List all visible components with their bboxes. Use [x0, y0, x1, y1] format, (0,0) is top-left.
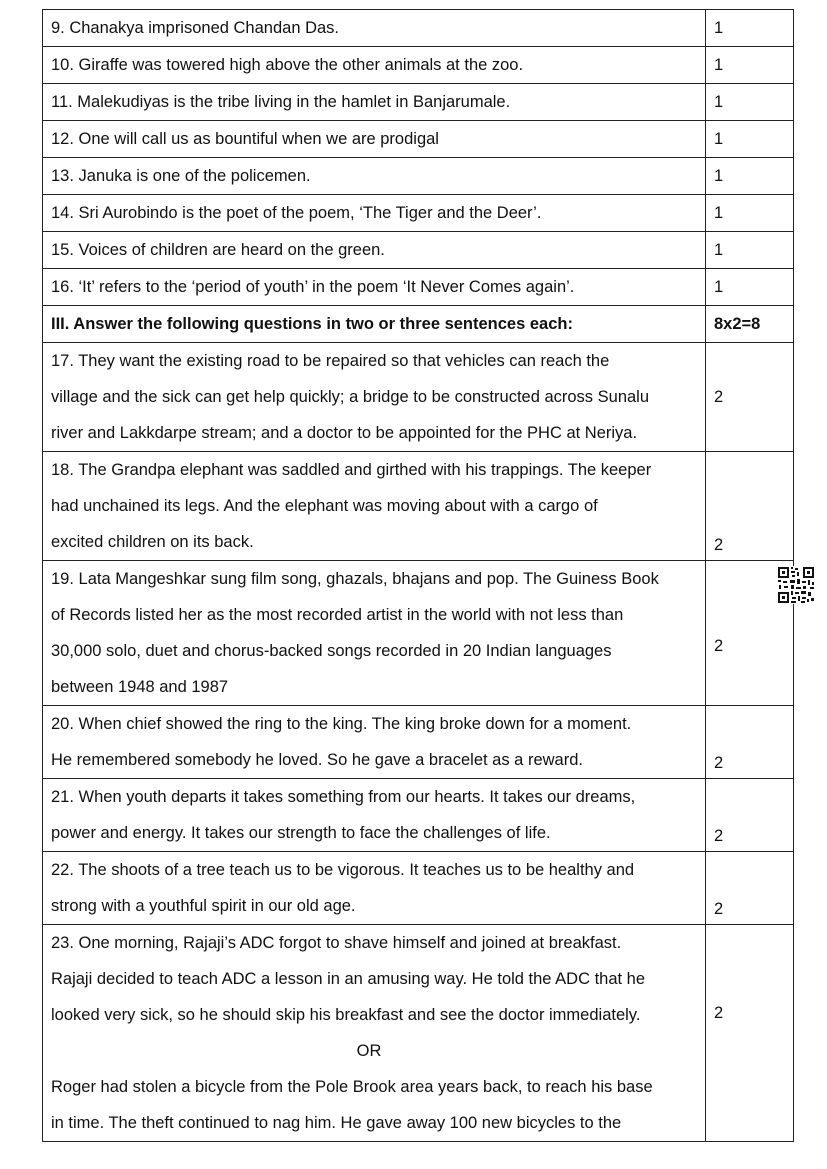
qr-code-icon	[777, 566, 815, 604]
answer-text: 10. Giraffe was towered high above the other animals at the zoo.	[43, 47, 706, 84]
section-marks: 8x2=8	[706, 306, 794, 343]
answer-text: 12. One will call us as bountiful when we are prodigal	[43, 121, 706, 158]
answer-text: 16. ‘It’ refers to the ‘period of youth’ in the poem ‘It Never Comes again’.	[43, 269, 706, 306]
answer-line: in time. The theft continued to nag him. He gave away 100 new bicycles to the	[51, 1114, 622, 1132]
answer-21	[43, 779, 706, 852]
table-row	[43, 452, 794, 561]
answer-line: excited children on its back.	[51, 533, 254, 551]
answer-line: Roger had stolen a bicycle from the Pole Brook area years back, to reach his base	[51, 1078, 653, 1096]
marks-cell: 1	[706, 195, 794, 232]
table-row	[43, 343, 794, 452]
answer-23	[43, 925, 706, 1142]
table-row	[43, 269, 794, 306]
answer-line: strong with a youthful spirit in our old age.	[51, 897, 356, 915]
answer-text: 15. Voices of children are heard on the green.	[43, 232, 706, 269]
answer-18	[43, 452, 706, 561]
answer-text: 13. Januka is one of the policemen.	[43, 158, 706, 195]
answer-line: between 1948 and 1987	[51, 678, 229, 696]
marks-cell: 1	[706, 232, 794, 269]
answer-19	[43, 561, 706, 706]
answer-line: 21. When youth departs it takes something from our hearts. It takes our dreams,	[51, 788, 636, 806]
table-row	[43, 84, 794, 121]
answer-line: looked very sick, so he should skip his breakfast and see the doctor immediately.	[51, 1006, 641, 1024]
marks-cell: 2	[706, 452, 794, 561]
answer-text: 14. Sri Aurobindo is the poet of the poem, ‘The Tiger and the Deer’.	[43, 195, 706, 232]
answer-17	[43, 343, 706, 452]
marks-cell: 2	[706, 343, 794, 452]
answer-text: 11. Malekudiyas is the tribe living in the hamlet in Banjarumale.	[43, 84, 706, 121]
answer-line: of Records listed her as the most recorded artist in the world with not less than	[51, 606, 624, 624]
marks-cell: 2	[706, 561, 794, 706]
answer-line: 23. One morning, Rajaji’s ADC forgot to shave himself and joined at breakfast.	[51, 934, 622, 952]
or-separator: OR	[356, 1042, 382, 1060]
answer-line: river and Lakkdarpe stream; and a doctor to be appointed for the PHC at Neriya.	[51, 424, 638, 442]
answer-line: power and energy. It takes our strength to face the challenges of life.	[51, 824, 551, 842]
answer-line: 19. Lata Mangeshkar sung film song, ghazals, bhajans and pop. The Guiness Book	[51, 570, 659, 588]
answer-line: 18. The Grandpa elephant was saddled and girthed with his trappings. The keeper	[51, 461, 652, 479]
answer-20	[43, 706, 706, 779]
answer-line: 20. When chief showed the ring to the king. The king broke down for a moment.	[51, 715, 632, 733]
marks-cell: 2	[706, 925, 794, 1142]
marks-cell: 1	[706, 121, 794, 158]
table-row	[43, 852, 794, 925]
answer-line: He remembered somebody he loved. So he gave a bracelet as a reward.	[51, 751, 583, 769]
table-row	[43, 779, 794, 852]
marks-cell: 2	[706, 706, 794, 779]
answer-line: Rajaji decided to teach ADC a lesson in an amusing way. He told the ADC that he	[51, 970, 646, 988]
section-heading-row	[43, 306, 794, 343]
answer-line: village and the sick can get help quickly; a bridge to be constructed across Sunalu	[51, 388, 650, 406]
answer-line: had unchained its legs. And the elephant was moving about with a cargo of	[51, 497, 598, 515]
table-row	[43, 158, 794, 195]
answer-line: 22. The shoots of a tree teach us to be vigorous. It teaches us to be healthy and	[51, 861, 635, 879]
table-row	[43, 121, 794, 158]
table-row	[43, 925, 794, 1142]
marks-cell: 1	[706, 269, 794, 306]
answer-key-table	[42, 9, 794, 1142]
marks-cell: 1	[706, 47, 794, 84]
table-row	[43, 232, 794, 269]
answer-line: 30,000 solo, duet and chorus-backed songs recorded in 20 Indian languages	[51, 642, 612, 660]
table-row	[43, 195, 794, 232]
table-row	[43, 706, 794, 779]
table-row	[43, 561, 794, 706]
answer-22	[43, 852, 706, 925]
section-heading: III. Answer the following questions in two or three sentences each:	[43, 306, 706, 343]
marks-cell: 1	[706, 84, 794, 121]
marks-cell: 2	[706, 852, 794, 925]
answer-text: 9. Chanakya imprisoned Chandan Das.	[43, 10, 706, 47]
marks-cell: 1	[706, 158, 794, 195]
table-row	[43, 10, 794, 47]
table-row	[43, 47, 794, 84]
marks-cell: 2	[706, 779, 794, 852]
marks-cell: 1	[706, 10, 794, 47]
answer-line: 17. They want the existing road to be repaired so that vehicles can reach the	[51, 352, 610, 370]
